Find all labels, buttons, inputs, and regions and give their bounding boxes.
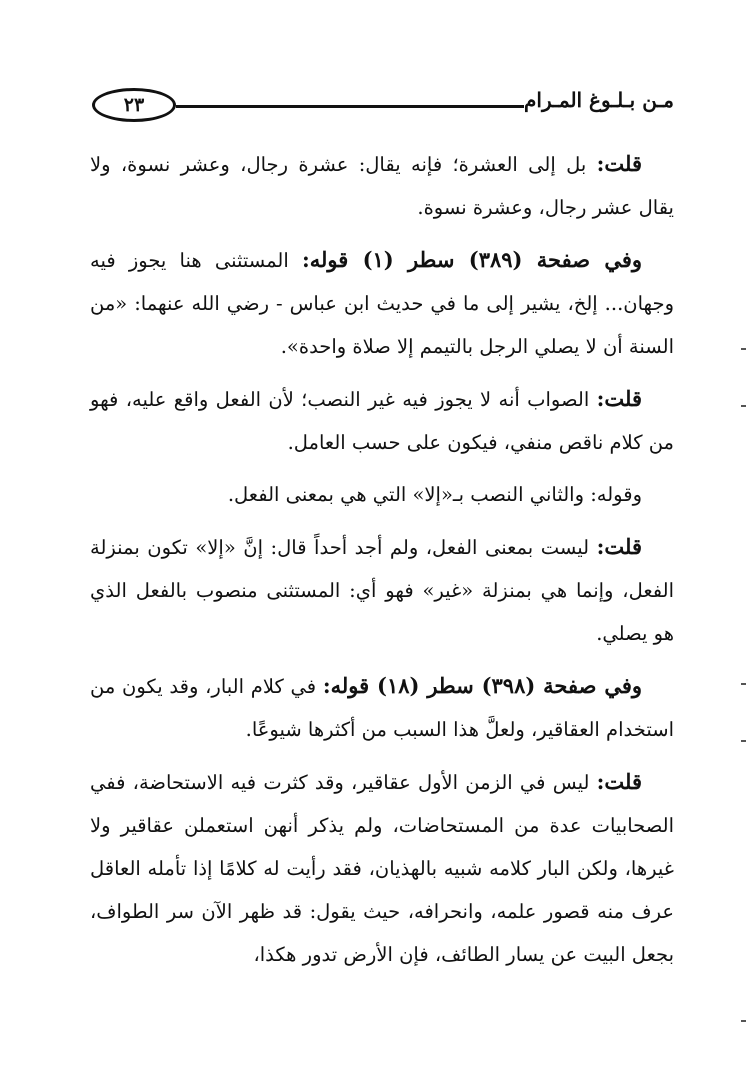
paragraph-text: وقوله: والثاني النصب بـ«إلا» التي هي بمعنى الفعل. <box>227 483 642 506</box>
paragraph <box>90 525 674 655</box>
margin-mark <box>741 740 746 742</box>
paragraph-text: بل إلى العشرة؛ فإنه يقال: عشرة رجال، وعشر نسوة، ولا يقال عشر رجال، وعشرة نسوة. <box>90 153 674 219</box>
book-title: مـن بـلـوغ المـرام <box>524 88 674 112</box>
page-body <box>90 142 674 985</box>
margin-mark <box>741 683 746 685</box>
paragraph <box>90 238 674 368</box>
paragraph-lead: قلت: <box>596 769 642 794</box>
paragraph-lead: وفي صفحة (٣٨٩) سطر (١) قوله: <box>301 247 643 272</box>
paragraph-lead: قلت: <box>596 386 642 411</box>
paragraph <box>90 142 674 229</box>
paragraph-text: ليس في الزمن الأول عقاقير، وقد كثرت فيه الاستحاضة، ففي الصحابيات عدة من المستحاضات، ولم يذكر أنهن استعملن عقاقير ولا غيرها، ولكن البار كلامه شبيه بالهذيان، فقد رأيت له كلامًا إذا تأمله العاقل عرف منه قصور علمه، وانحرافه، حيث يقول: قد ظهر الآن سر الطواف، بجعل البيت عن يسار الطائف، فإن الأرض تدور هكذا، <box>90 771 674 966</box>
paragraph <box>90 377 674 464</box>
header-rule <box>176 105 524 108</box>
paragraph <box>90 760 674 976</box>
page-number: ٢٣ <box>92 88 176 122</box>
margin-mark <box>741 1020 746 1022</box>
paragraph-lead: قلت: <box>596 534 642 559</box>
paragraph <box>90 473 674 516</box>
margin-mark <box>741 405 746 407</box>
paragraph-text: الصواب أنه لا يجوز فيه غير النصب؛ لأن الفعل واقع عليه، فهو من كلام ناقص منفي، فيكون على حسب العامل. <box>90 388 674 454</box>
page-header <box>92 86 674 130</box>
margin-mark <box>741 348 746 350</box>
paragraph <box>90 664 674 751</box>
paragraph-text: في كلام البار، وقد يكون من استخدام العقاقير، ولعلَّ هذا السبب من أكثرها شيوعًا. <box>90 675 674 741</box>
paragraph-lead: وفي صفحة (٣٩٨) سطر (١٨) قوله: <box>322 673 642 698</box>
paragraph-text: ليست بمعنى الفعل، ولم أجد أحداً قال: إنَّ «إلا» تكون بمنزلة الفعل، وإنما هي بمنزلة «غير» فهو أي: المستثنى منصوب بالفعل الذي هو يصلي. <box>90 536 674 645</box>
paragraph-lead: قلت: <box>596 151 642 176</box>
paragraph-text: المستثنى هنا يجوز فيه وجهان... إلخ، يشير إلى ما في حديث ابن عباس - رضي الله عنهما: «من السنة أن لا يصلي الرجل بالتيمم إلا صلاة واحدة». <box>90 249 674 358</box>
